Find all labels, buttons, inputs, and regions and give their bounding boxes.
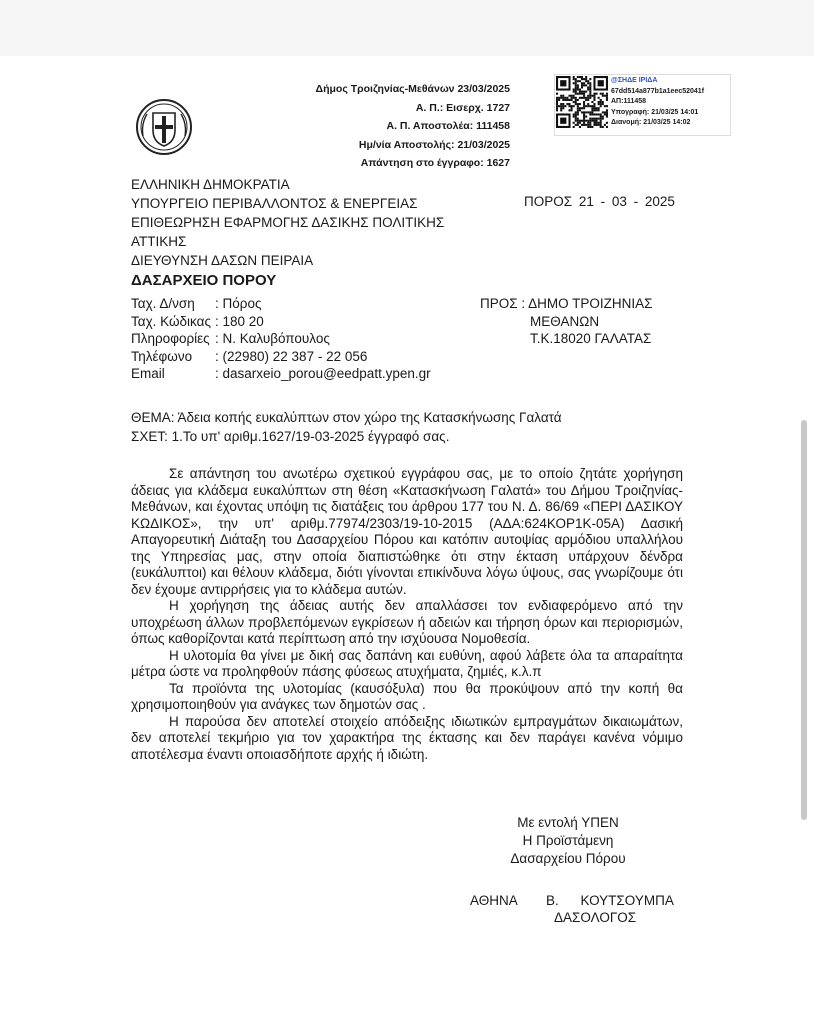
contact-row (131, 348, 431, 366)
contact-label: Ταχ. Κώδικας (131, 313, 211, 329)
header-line: ΕΠΙΘΕΩΡΗΣΗ ΕΦΑΡΜΟΓΗΣ ΔΑΣΙΚΗΣ ΠΟΛΙΤΙΚΗΣ (131, 215, 445, 230)
contact-label: Ταχ. Δ/νση (131, 296, 195, 311)
greek-emblem-icon (135, 98, 193, 156)
signature-block (500, 814, 636, 868)
recipient-line: Τ.Κ.18020 ΓΑΛΑΤΑΣ (530, 331, 652, 346)
office-title: ΔΑΣΑΡΧΕΙΟ ΠΟΡΟΥ (131, 272, 277, 289)
signature-name: Β. ΚΟΥΤΣΟΥΜΠΑ (546, 893, 674, 908)
contact-block (131, 295, 431, 383)
contact-row (131, 295, 431, 313)
protocol-stamp (285, 80, 510, 169)
protocol-line: Α. Π.: Εισερχ. 1727 (415, 101, 510, 114)
contact-value: : Πόρος (215, 296, 262, 311)
scrollbar[interactable] (801, 420, 807, 820)
header-line: ΑΤΤΙΚΗΣ (131, 234, 187, 249)
iris-stamp (611, 76, 704, 129)
recipient-block (480, 295, 652, 348)
subject-reference: ΣΧΕΤ: 1.Το υπ' αριθμ.1627/19-03-2025 έγγραφό σας. (131, 429, 450, 444)
protocol-line: Α. Π. Αποστολέα: 111458 (386, 120, 510, 132)
contact-value: : Ν. Καλυβόπουλος (215, 331, 330, 346)
header-line: ΔΙΕΥΘΥΝΣΗ ΔΑΣΩΝ ΠΕΙΡΑΙΑ (131, 253, 314, 268)
recipient-line: ΜΕΘΑΝΩΝ (530, 313, 600, 329)
protocol-line: Απάντηση στο έγγραφο: 1627 (360, 157, 510, 169)
signature-line: Με εντολή ΥΠΕΝ (517, 815, 619, 830)
iris-signature: Υπογραφή: 21/03/25 14:01 (611, 108, 699, 116)
body-paragraph: Η χορήγηση της άδειας αυτής δεν απαλλάσσει τον ενδιαφερόμενο από την υποχρέωση άλλων προβλεπόμενων εγκρίσεων ή αδειών και τήρηση όρων και περιορισμών, όπως καθορίζονται κατά περίπτωση από την ισχύουσα Νομοθεσία. (131, 598, 683, 646)
subject-thema: ΘΕΜΑ: Άδεια κοπής ευκαλύπτων στον χώρο της Κατασκήνωσης Γαλατά (131, 410, 562, 425)
contact-label: Email (131, 366, 165, 381)
top-bar (0, 0, 814, 56)
body-paragraph: Η παρούσα δεν αποτελεί στοιχείο απόδειξης ιδιωτικών εμπραγμάτων δικαιωμάτων, δεν αποτελεί τεκμήριο για τον χαρακτήρα της έκτασης και δεν παράγει κανένα νόμιμο αποτέλεσμα έναντι οποιασδήποτε αρχής ή ιδιώτη. (131, 713, 683, 762)
body-paragraph: Σε απάντηση του ανωτέρω σχετικού εγγράφου σας, με το οποίο ζητάτε χορήγηση άδειας για κλάδεμα ευκαλύπτων στη θέση «Κατασκήνωση Γαλατά» του Δήμου Τροιζηνίας- Μεθάνων, και έχοντας υπόψη τις διατάξεις του άρθρου 177 του Ν. Δ. 86/69 «ΠΕΡΙ ΔΑΣΙΚΟΥ ΚΩΔΙΚΟΣ», την υπ' αριθμ.77974/2303/19-10-2015 (ΑΔΑ:624ΚΟΡ1Κ-05Α) Δασική Απαγορευτική Διάταξη του Δασαρχείου Πόρου και κατόπιν αυτοψίας αρμόδιου υπαλλήλου της Υπηρεσίας μας, στην οποία διαπιστώθηκε ότι στην έκταση υπάρχουν δένδρα (ευκάλυπτοι) και θέλουν κλάδεμα, διότι γίνονται επικίνδυνα λόγω ύψους, σας γνωρίζουμε ότι δεν έχουμε αντιρρήσεις για το κλάδεμα αυτών. (131, 466, 683, 597)
signature-title: ΔΑΣΟΛΟΓΟΣ (554, 910, 637, 925)
header-line: ΥΠΟΥΡΓΕΙΟ ΠΕΡΙΒΑΛΛΟΝΤΟΣ & ΕΝΕΡΓΕΙΑΣ (131, 196, 418, 211)
contact-row (131, 313, 431, 331)
signature-line: Δασαρχείου Πόρου (510, 851, 626, 866)
header-line: ΕΛΛΗΝΙΚΗ ΔΗΜΟΚΡΑΤΙΑ (131, 177, 290, 192)
iris-hash: 67dd514a877b1a1eec52041f (611, 87, 705, 95)
iris-title: @ΣΗΔΕ ΙΡΙΔΑ (611, 77, 658, 84)
place-date: ΠΟΡΟΣ 21 - 03 - 2025 (524, 194, 675, 209)
contact-value: : (22980) 22 387 - 22 056 (215, 348, 368, 364)
letterhead (131, 175, 444, 292)
contact-label: Πληροφορίες (131, 331, 210, 346)
signature-name-row (470, 892, 674, 910)
protocol-line: Δήμος Τροιζηνίας-Μεθάνων 23/03/2025 (315, 83, 510, 95)
contact-label: Τηλέφωνο (131, 348, 193, 364)
contact-row (131, 330, 431, 348)
body-paragraph: Τα προϊόντα της υλοτομίας (καυσόξυλα) που θα προκύψουν από την κοπή θα χρησιμοποιηθούν για ανάγκες των δημοτών σας . (131, 680, 683, 712)
letter-body (131, 466, 683, 763)
contact-row (131, 365, 431, 383)
qr-code-icon (556, 76, 608, 128)
contact-email[interactable]: : dasarxeio_porou@eedpatt.ypen.gr (215, 366, 431, 381)
body-paragraph: Η υλοτομία θα γίνει με δική σας δαπάνη και ευθύνη, αφού λάβετε όλα τα απαραίτητα μέτρα ώστε να προληφθούν πάσης φύσεως ατυχήματα, ζημιές, κ.λ.π (131, 647, 683, 679)
contact-value: : 180 20 (215, 313, 264, 329)
iris-ap: ΑΠ:111458 (611, 98, 647, 105)
signature-city: ΑΘΗΝΑ (470, 893, 518, 908)
protocol-line: Ημ/νία Αποστολής: 21/03/2025 (358, 138, 510, 151)
iris-distribution: Διανομή: 21/03/25 14:02 (611, 119, 691, 126)
signature-line: Η Προϊστάμενη (522, 833, 614, 848)
recipient-line: ΠΡΟΣ : ΔΗΜΟ ΤΡΟΙΖΗΝΙΑΣ (480, 296, 653, 311)
subject-block (131, 408, 562, 446)
